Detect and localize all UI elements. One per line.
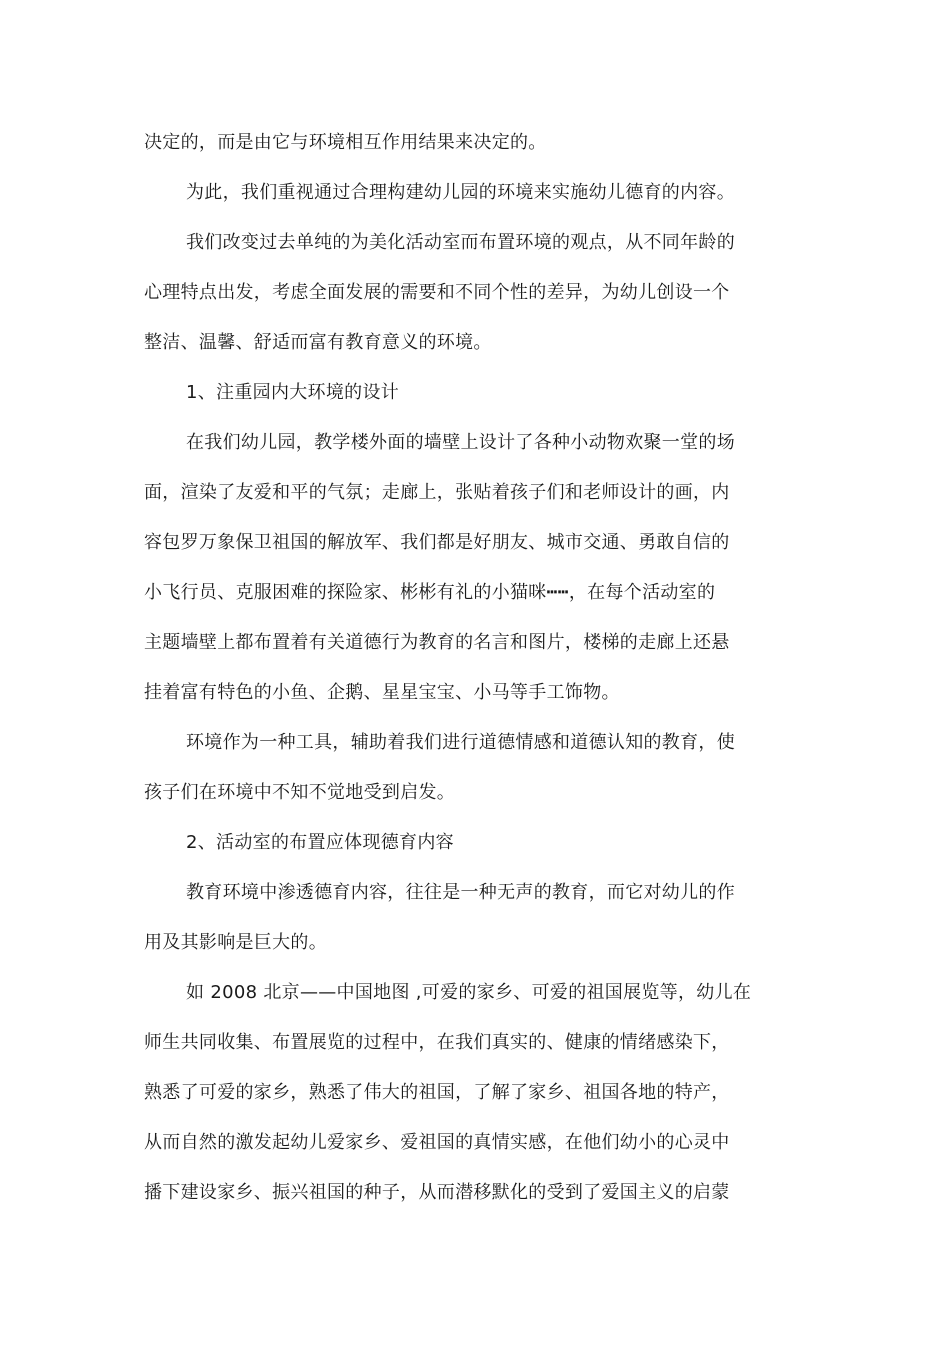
text-line-22: 播下建设家乡、振兴祖国的种子，从而潜移默化的受到了爱国主义的启蒙: [144, 1182, 730, 1203]
text-line-16: 教育环境中渗透德育内容，往往是一种无声的教育，而它对幼儿的作: [186, 882, 735, 903]
text-line-8: 面，渲染了友爱和平的气氛；走廊上，张贴着孩子们和老师设计的画，内: [144, 482, 730, 503]
text-line-13: 环境作为一种工具，辅助着我们进行道德情感和道德认知的教育，使: [186, 732, 735, 753]
text-line-2: 为此，我们重视通过合理构建幼儿园的环境来实施幼儿德育的内容。: [186, 182, 735, 203]
text-line-18: 如 2008 北京——中国地图 ,可爱的家乡、可爱的祖国展览等，幼儿在: [186, 982, 752, 1003]
text-line-14: 孩子们在环境中不知不觉地受到启发。: [144, 782, 456, 803]
text-line-12: 挂着富有特色的小鱼、企鹅、星星宝宝、小马等手工饰物。: [144, 682, 620, 703]
text-line-4: 心理特点出发，考虑全面发展的需要和不同个性的差异，为幼儿创设一个: [144, 282, 730, 303]
text-line-21: 从而自然的激发起幼儿爱家乡、爱祖国的真情实感，在他们幼小的心灵中: [144, 1132, 730, 1153]
text-line-3: 我们改变过去单纯的为美化活动室而布置环境的观点，从不同年龄的: [186, 232, 735, 253]
section-heading-2: 2、活动室的布置应体现德育内容: [186, 832, 454, 853]
text-line-11: 主题墙壁上都布置着有关道德行为教育的名言和图片，楼梯的走廊上还悬: [144, 632, 730, 653]
text-line-19: 师生共同收集、布置展览的过程中，在我们真实的、健康的情绪感染下，: [144, 1032, 730, 1053]
text-line-9: 容包罗万象保卫祖国的解放军、我们都是好朋友、城市交通、勇敢自信的: [144, 532, 730, 553]
text-line-17: 用及其影响是巨大的。: [144, 932, 327, 953]
text-line-7: 在我们幼儿园，教学楼外面的墙壁上设计了各种小动物欢聚一堂的场: [186, 432, 735, 453]
text-line-1: 决定的，而是由它与环境相互作用结果来决定的。: [144, 132, 547, 153]
section-heading-1: 1、注重园内大环境的设计: [186, 382, 400, 403]
text-line-10: 小飞行员、克服困难的探险家、彬彬有礼的小猫咪┅┅，在每个活动室的: [144, 582, 716, 603]
text-line-5: 整洁、温馨、舒适而富有教育意义的环境。: [144, 332, 492, 353]
text-line-20: 熟悉了可爱的家乡，熟悉了伟大的祖国，了解了家乡、祖国各地的特产，: [144, 1082, 730, 1103]
